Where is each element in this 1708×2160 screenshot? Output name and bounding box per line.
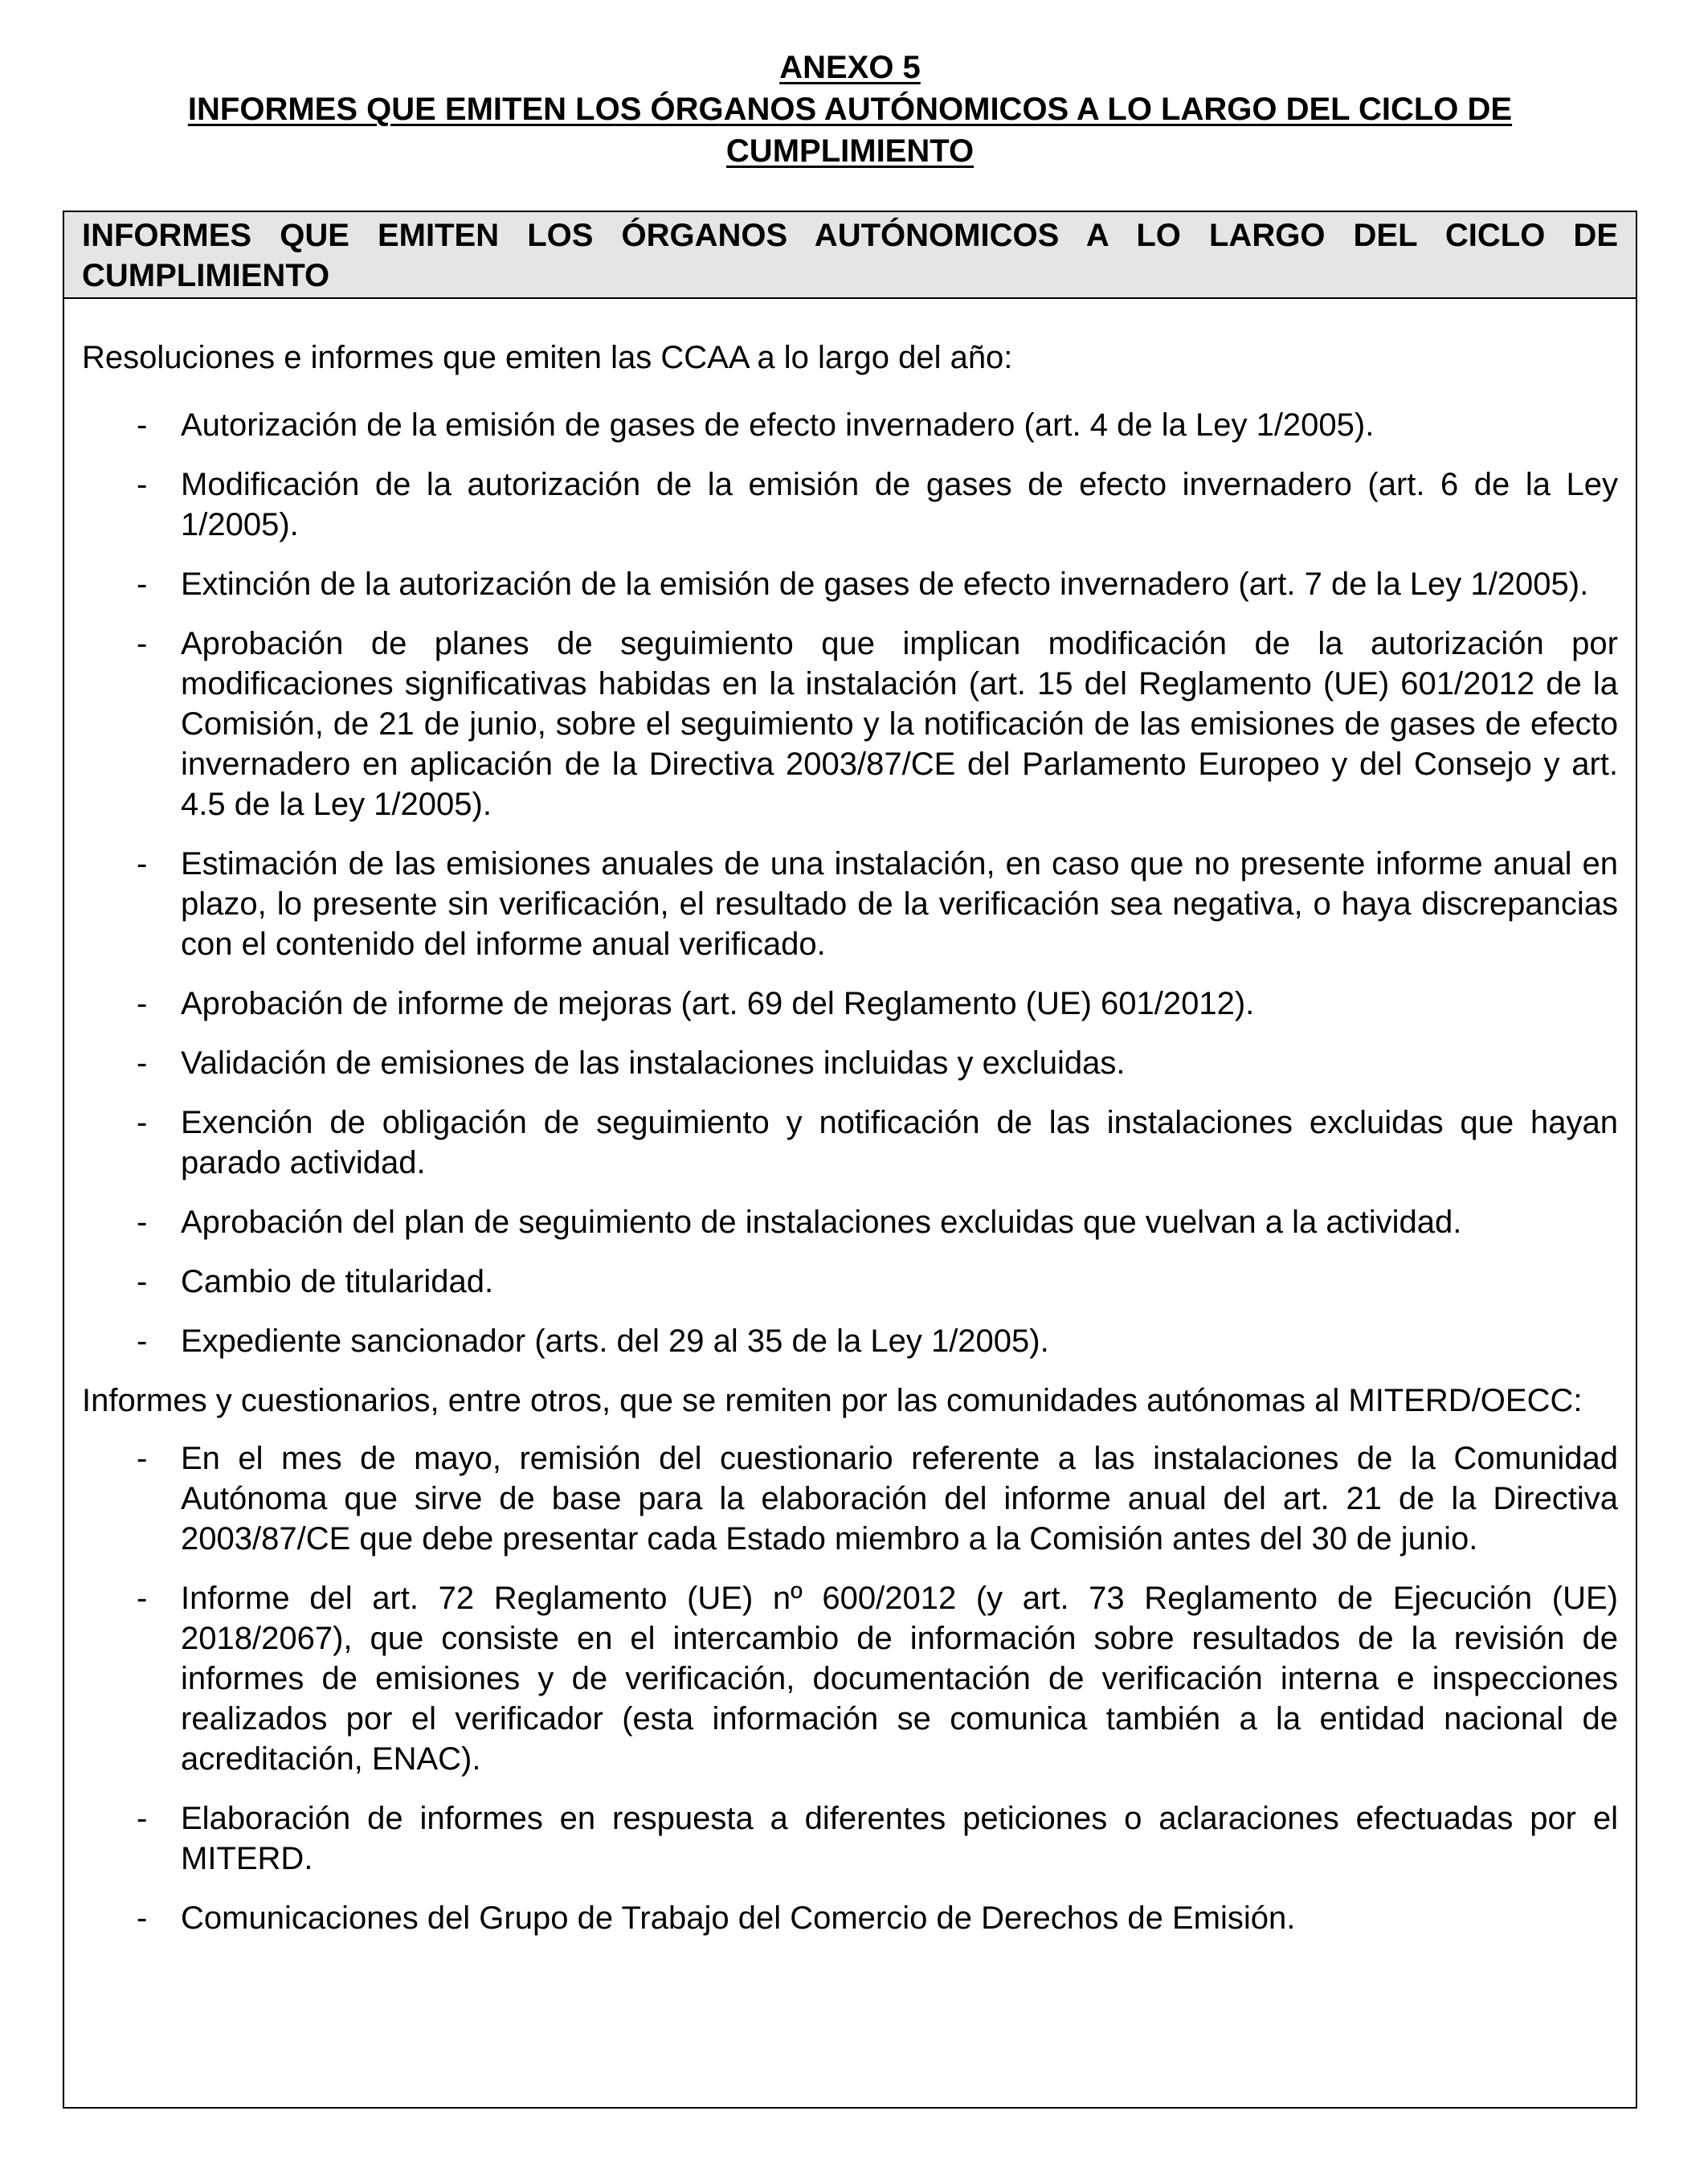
box-title: INFORMES QUE EMITEN LOS ÓRGANOS AUTÓNOMICOS A LO LARGO DEL CICLO DE CUMPLIMIENTO (64, 212, 1636, 299)
annex-title-line-2: CUMPLIMIENTO (725, 133, 975, 169)
list-item-text: Validación de emisiones de las instalaciones incluidas y excluidas. (181, 1045, 1126, 1081)
bullet-dash: - (137, 567, 148, 602)
list-item-text: Estimación de las emisiones anuales de una instalación, en caso que no presente informe anual en plazo, lo presente sin verificación, el resultado de la verificación sea negativa, o haya discrepancias con el contenido del informe anual verificado. (181, 846, 1618, 962)
annex-title-line-1: INFORMES QUE EMITEN LOS ÓRGANOS AUTÓNOMICOS A LO LARGO DEL CICLO DE (187, 92, 1513, 127)
list-item (82, 1321, 1618, 1361)
list-item (82, 1898, 1618, 1938)
list-item-text: En el mes de mayo, remisión del cuestionario referente a las instalaciones de la Comunidad Autónoma que sirve de base para la elaboración del informe anual del art. 21 de la Directiva 2003/87/CE que debe presentar cada Estado miembro a la Comisión antes del 30 de junio. (181, 1441, 1618, 1557)
bullet-dash: - (137, 986, 148, 1021)
bullet-dash: - (137, 1801, 148, 1836)
bullet-dash: - (137, 1105, 148, 1140)
bullet-dash: - (137, 407, 148, 443)
list-item (82, 1102, 1618, 1183)
list-item (82, 1438, 1618, 1559)
bullet-dash: - (137, 626, 148, 661)
annex-number: ANEXO 5 (779, 50, 921, 85)
list-item (82, 844, 1618, 964)
list-item-text: Autorización de la emisión de gases de efecto invernadero (art. 4 de la Ley 1/2005). (181, 407, 1375, 443)
list-item-text: Informe del art. 72 Reglamento (UE) nº 600/2012 (y art. 73 Reglamento de Ejecución (UE) 2018/2067), que consiste en el intercambio de información sobre resultados de la revisión de informes de emisiones y de verificación, documentación de verificación interna e inspecciones realizados por el verificador (esta información se comunica también a la entidad nacional de acreditación, ENAC). (181, 1581, 1618, 1777)
list-item (82, 1202, 1618, 1242)
list-item-text: Modificación de la autorización de la emisión de gases de efecto invernadero (art. 6 de la Ley 1/2005). (181, 467, 1618, 542)
list-item (82, 405, 1618, 445)
section-1-intro: Resoluciones e informes que emiten las CCAA a lo largo del año: (82, 340, 1013, 375)
list-item-text: Aprobación de informe de mejoras (art. 69 del Reglamento (UE) 601/2012). (181, 986, 1255, 1021)
content-box (63, 211, 1637, 2109)
list-item-text: Cambio de titularidad. (181, 1264, 494, 1299)
list-item (82, 464, 1618, 545)
bullet-dash: - (137, 1441, 148, 1476)
section-2-intro: Informes y cuestionarios, entre otros, que se remiten por las comunidades autónomas al MITERD/OECC: (82, 1383, 1583, 1418)
list-item-text: Expediente sancionador (arts. del 29 al 35 de la Ley 1/2005). (181, 1323, 1049, 1359)
list-item (82, 564, 1618, 604)
list-item (82, 984, 1618, 1024)
bullet-dash: - (137, 1264, 148, 1299)
bullet-dash: - (137, 846, 148, 882)
bullet-dash: - (137, 1205, 148, 1240)
section-1-list (82, 405, 1618, 1361)
list-item-text: Exención de obligación de seguimiento y notificación de las instalaciones excluidas que hayan parado actividad. (181, 1105, 1618, 1180)
section-2-list (82, 1438, 1618, 1938)
bullet-dash: - (137, 1900, 148, 1936)
list-item-text: Aprobación de planes de seguimiento que implican modificación de la autorización por modificaciones significativas habidas en la instalación (art. 15 del Reglamento (UE) 601/2012 de la Comisión, de 21 de junio, sobre el seguimiento y la notificación de las emisiones de gases de efecto invernadero en aplicación de la Directiva 2003/87/CE del Parlamento Europeo y del Consejo y art. 4.5 de la Ley 1/2005). (181, 626, 1618, 822)
list-item-text: Comunicaciones del Grupo de Trabajo del Comercio de Derechos de Emisión. (181, 1900, 1296, 1936)
list-item-text: Aprobación del plan de seguimiento de instalaciones excluidas que vuelvan a la actividad. (181, 1205, 1462, 1240)
list-item (82, 1043, 1618, 1083)
bullet-dash: - (137, 1323, 148, 1359)
list-item-text: Elaboración de informes en respuesta a diferentes peticiones o aclaraciones efectuadas por el MITERD. (181, 1801, 1618, 1876)
list-item-text: Extinción de la autorización de la emisión de gases de efecto invernadero (art. 7 de la Ley 1/2005). (181, 567, 1589, 602)
page-title (63, 47, 1637, 172)
bullet-dash: - (137, 1581, 148, 1616)
list-item (82, 1798, 1618, 1879)
list-item (82, 1578, 1618, 1779)
list-item (82, 624, 1618, 824)
bullet-dash: - (137, 1045, 148, 1081)
bullet-dash: - (137, 467, 148, 502)
list-item (82, 1262, 1618, 1302)
box-body (64, 338, 1636, 1938)
